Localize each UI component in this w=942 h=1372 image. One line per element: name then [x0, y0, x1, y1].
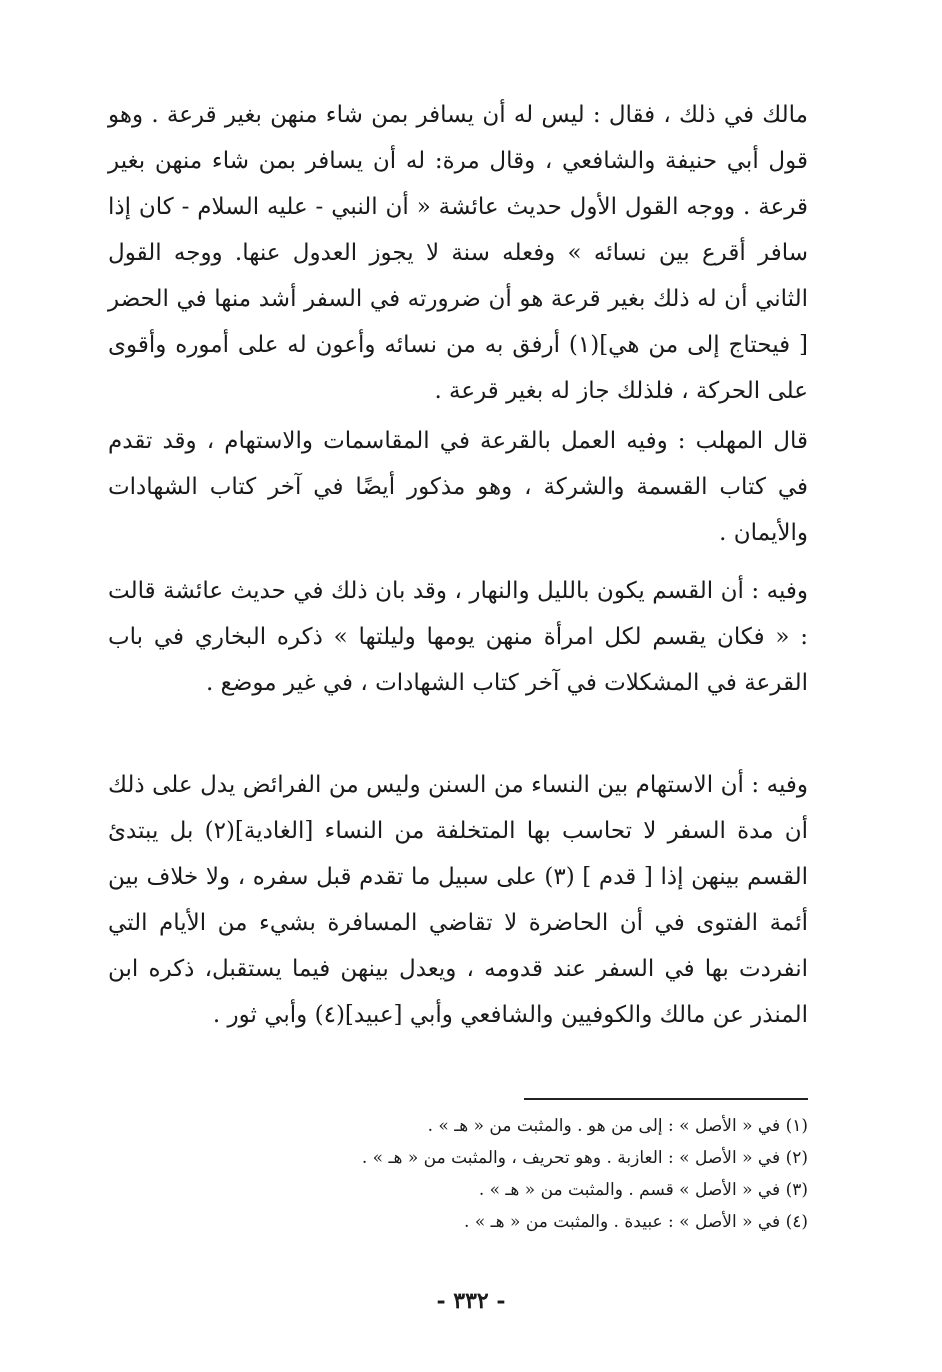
body-paragraph-4: وفيه : أن الاستهام بين النساء من السنن وليس من الفرائض يدل على ذلك أن مدة السفر لا تحاسب بها المتخلفة من النساء [الغادية](٢) بل يبتدئ القسم بينهن إذا [ قدم ] (٣) على سبيل ما تقدم قبل سفره ، ولا خلاف بين أئمة الفتوى في أن الحاضرة لا تقاضي المسافرة بشيء من الأيام التي انفردت بها في السفر عند قدومه ، ويعدل بينهن فيما يستقبل، ذكره ابن المنذر عن مالك والكوفيين والشافعي وأبي [عبيد](٤) وأبي ثور . [108, 772, 808, 1028]
footnote-1: (١) في « الأصل » : إلى من هو . والمثبت من « هـ » . [427, 1116, 808, 1136]
body-paragraph-2: قال المهلب : وفيه العمل بالقرعة في المقاسمات والاستهام ، وقد تقدم في كتاب القسمة والشركة ، وهو مذكور أيضًا في آخر كتاب الشهادات والأيمان . [108, 428, 808, 546]
body-paragraph-3: وفيه : أن القسم يكون بالليل والنهار ، وقد بان ذلك في حديث عائشة قالت : « فكان يقسم لكل امرأة منهن يومها وليلتها » ذكره البخاري في باب القرعة في المشكلات في آخر كتاب الشهادات ، في غير موضع . [108, 578, 808, 696]
footnote-divider [524, 1098, 808, 1100]
footnote-4: (٤) في « الأصل » : عبيدة . والمثبت من « هـ » . [464, 1212, 808, 1232]
page-number: - ٣٣٢ - [436, 1288, 506, 1314]
footnote-3: (٣) في « الأصل » قسم . والمثبت من « هـ » . [478, 1180, 808, 1200]
footnotes [300, 1110, 808, 1238]
footnote-2: (٢) في « الأصل » : العازبة . وهو تحريف ، والمثبت من « هـ » . [361, 1148, 808, 1168]
body-paragraph-1: مالك في ذلك ، فقال : ليس له أن يسافر بمن شاء منهن بغير قرعة . وهو قول أبي حنيفة والشافعي ، وقال مرة: له أن يسافر بمن شاء منهن بغير قرعة . ووجه القول الأول حديث عائشة « أن النبي - عليه السلام - كان إذا سافر أقرع بين نسائه » وفعله سنة لا يجوز العدول عنها. ووجه القول الثاني أن له ذلك بغير قرعة هو أن ضرورته في السفر أشد منها في الحضر [ فيحتاج إلى من هي](١) أرفق به من نسائه وأعون له على أموره وأقوى على الحركة ، فلذلك جاز له بغير قرعة . [108, 102, 808, 404]
